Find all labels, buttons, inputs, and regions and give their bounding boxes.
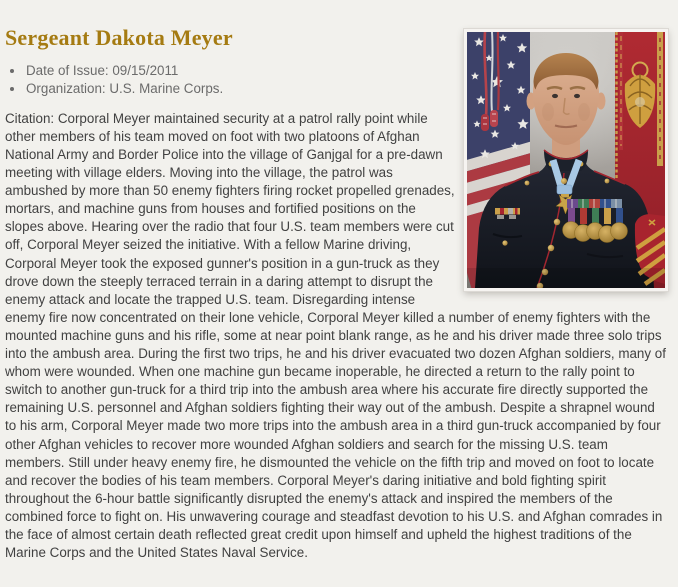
citation-text: Citation: Corporal Meyer maintained security at a patrol rally point while other members of his team moved on foot with two platoons of Afghan National Army and Border Police into the village of Ganjgal for a pre-dawn meeting with village elders. Moving into the village, the patrol was ambushed by more than 50 enemy fighters firing rocket propelled grenades, mortars, and machine guns from houses and fortified positions on the slopes above. Hearing over the radio that four U.S. team members were cut off, Corporal Meyer seized the initiative. With a fellow Marine driving, Corporal Meyer took the exposed gunner's position in a gun-truck as they drove down the steeply terraced terrain in a daring attempt to disrupt the enemy attack and locate the trapped U.S. team. Disregarding intense enemy fire now concentrated on their lone vehicle, Corporal Meyer killed a number of enemy fighters with the mounted machine guns and his rifle, some at near point blank range, as he and his driver made three solo trips into the ambush area. During the first two trips, he and his driver evacuated two dozen Afghan soldiers, many of whom were wounded. When one machine gun became inoperable, he directed a return to the rally point to switch to another gun-truck for a third trip into the ambush area where his accurate fire directly supported the remaining U.S. personnel and Afghan soldiers fighting their way out of the ambush. Despite a shrapnel wound to his arm, Corporal Meyer made two more trips into the ambush area in a third gun-truck accompanied by four other Afghan vehicles to recover more wounded Afghan soldiers and search for the missing U.S. team members. Still under heavy enemy fire, he dismounted the vehicle on the fifth trip and moved on foot to locate and recover the bodies of his team members. Corporal Meyer's daring initiative and bold fighting spirit throughout the 6-hour battle significantly disrupted the enemy's attack and inspired the members of the combined force to fight on. His unwavering courage and steadfast devotion to his U.S. and Afghan comrades in the face of almost certain death reflected great credit upon himself and upheld the highest traditions of the Marine Corps and the United States Naval Service. (5, 110, 666, 561)
portrait-illustration (467, 32, 665, 288)
hanging-medals (563, 208, 628, 243)
meta-organization: • Organization: U.S. Marine Corps. (25, 80, 668, 98)
medal-rack (563, 199, 628, 243)
page-title: Sergeant Dakota Meyer (5, 25, 233, 50)
portrait-photo (464, 29, 668, 291)
meta-date-of-issue: • Date of Issue: 09/15/2011 (25, 62, 668, 80)
ribbon-row (567, 199, 622, 208)
medal-of-honor-citation-page (0, 26, 678, 587)
